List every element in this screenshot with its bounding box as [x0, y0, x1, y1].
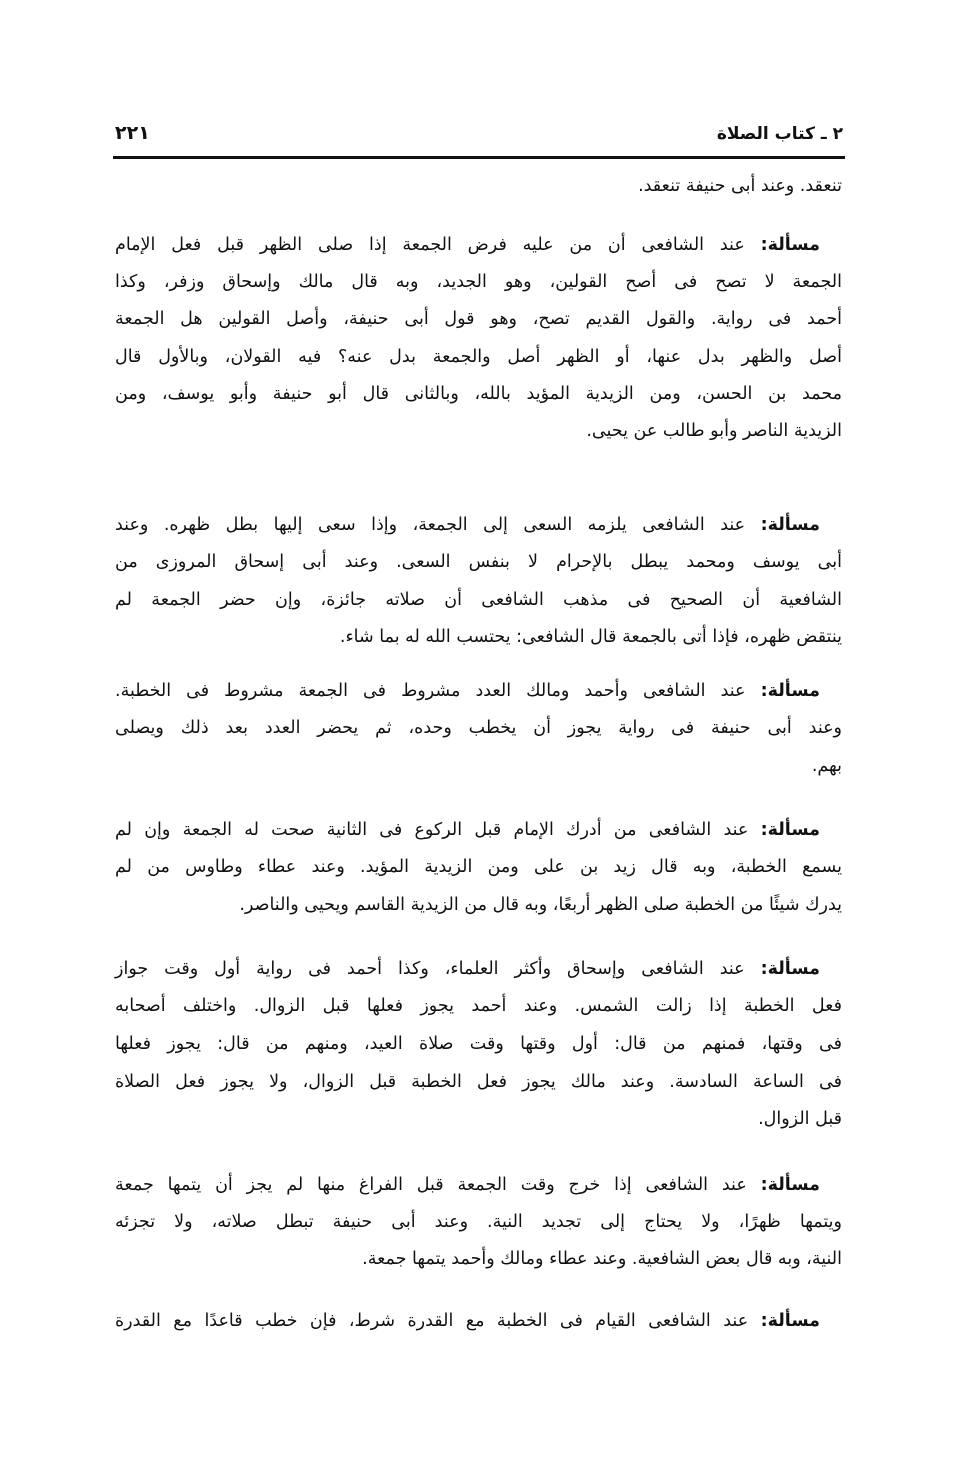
paragraph-line: أحمد فى رواية. والقول القديم تصح، وهو قول أبى حنيفة، وأصل القولين هل الجمعة	[115, 309, 842, 329]
paragraph-line: فى الساعة السادسة. وعند مالك يجوز فعل الخطبة قبل الزوال، ولا يجوز فعل الصلاة	[115, 1072, 842, 1092]
page-number: ٢٢١	[115, 122, 150, 144]
paragraph-line: أبى يوسف ومحمد يبطل بالإحرام لا بنفس السعى. وعند أبى إسحاق المروزى من	[115, 552, 842, 572]
paragraph-line	[115, 1307, 842, 1335]
line-text: عند الشافعى وأحمد ومالك العدد مشروط فى الجمعة مشروط فى الخطبة.	[115, 681, 761, 701]
paragraph-line: فعل الخطبة إذا زالت الشمس. وعند أحمد يجوز فعلها قبل الزوال. واختلف أصحابه	[115, 996, 842, 1016]
paragraph-line	[115, 955, 842, 983]
paragraph-line: يسمع الخطبة، وبه قال زيد بن على ومن الزيدية المؤيد. وعند عطاء وطاوس من لم	[115, 857, 842, 877]
paragraph-line: أصل والظهر بدل عنها، أو الظهر أصل والجمعة بدل عنه؟ فيه القولان، وبالأول قال	[115, 347, 842, 367]
line-text: عند الشافعى من أدرك الإمام قبل الركوع فى الثانية صحت له الجمعة وإن لم	[115, 820, 761, 840]
paragraph-line	[115, 816, 842, 844]
paragraph-line: ينتقض ظهره، فإذا أتى بالجمعة قال الشافعى: يحتسب الله له بما شاء.	[339, 627, 842, 647]
masala-keyword: مسألة:	[760, 515, 820, 535]
masala-keyword: مسألة:	[760, 959, 820, 979]
masala-keyword: مسألة:	[760, 1175, 820, 1195]
paragraph-line: وعند أبى حنيفة فى رواية يجوز أن يخطب وحده، ثم يحضر العدد بعد ذلك ويصلى	[115, 718, 842, 738]
paragraph-line	[115, 511, 842, 539]
line-text: عند الشافعى إذا خرج وقت الجمعة قبل الفراغ منها لم يجز أن يتمها جمعة	[115, 1175, 761, 1195]
paragraph-line: محمد بن الحسن، ومن الزيدية المؤيد بالله، وبالثانى قال أبو حنيفة وأبو يوسف، ومن	[115, 384, 842, 404]
running-header	[115, 120, 843, 150]
continuation-line: تنعقد. وعند أبى حنيفة تنعقد.	[638, 176, 842, 196]
paragraph-line: الشافعية أن الصحيح فى مذهب الشافعى أن صلاته جائزة، وإن حضر الجمعة لم	[115, 590, 842, 610]
masala-keyword: مسألة:	[760, 820, 820, 840]
masala-keyword: مسألة:	[760, 681, 820, 701]
header-rule	[113, 156, 845, 159]
paragraph-line: يدرك شيئًا من الخطبة صلى الظهر أربعًا، وبه قال من الزيدية القاسم ويحيى والناصر.	[239, 895, 842, 915]
paragraph-line: بهم.	[811, 756, 842, 776]
paragraph-line: ويتمها ظهرًا، ولا يحتاج إلى تجديد النية. وعند أبى حنيفة تبطل صلاته، ولا تجزئه	[115, 1212, 842, 1232]
paragraph-line	[115, 1171, 842, 1199]
paragraph-line	[115, 677, 842, 705]
paragraph-line: النية، وبه قال بعض الشافعية. وعند عطاء ومالك وأحمد يتمها جمعة.	[362, 1249, 842, 1269]
paragraph-line: الزيدية الناصر وأبو طالب عن يحيى.	[586, 421, 842, 441]
line-text: عند الشافعى يلزمه السعى إلى الجمعة، وإذا سعى إليها بطل ظهره. وعند	[115, 515, 761, 535]
paragraph-line	[115, 231, 842, 259]
paragraph-line: الجمعة لا تصح فى أصح القولين، وهو الجديد، وبه قال مالك وإسحاق وزفر، وكذا	[115, 272, 842, 292]
running-title: ٢ ـ كتاب الصلاة	[716, 124, 843, 144]
line-text: عند الشافعى وإسحاق وأكثر العلماء، وكذا أحمد فى رواية أول وقت جواز	[115, 959, 761, 979]
line-text: عند الشافعى القيام فى الخطبة مع القدرة شرط، فإن خطب قاعدًا مع القدرة	[115, 1311, 761, 1331]
masala-keyword: مسألة:	[760, 235, 820, 255]
masala-keyword: مسألة:	[760, 1311, 820, 1331]
paragraph-line: قبل الزوال.	[758, 1109, 842, 1129]
paragraph-line: فى وقتها، فمنهم من قال: أول وقتها وقت صلاة العيد، ومنهم من قال: يجوز فعلها	[115, 1034, 842, 1054]
line-text: عند الشافعى أن من عليه فرض الجمعة إذا صلى الظهر قبل فعل الإمام	[115, 235, 761, 255]
